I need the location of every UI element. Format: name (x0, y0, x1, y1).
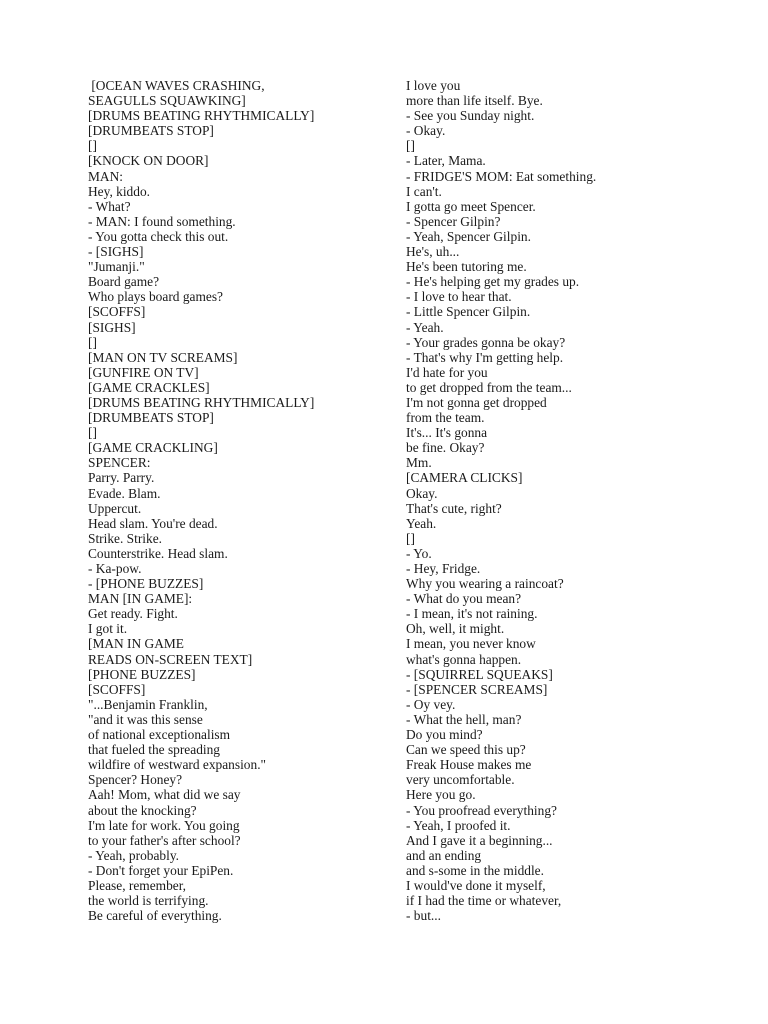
left-column-line: - MAN: I found something. (88, 213, 236, 229)
left-column-line: [SCOFFS] (88, 681, 146, 697)
right-column-line: if I had the time or whatever, (406, 893, 562, 909)
left-column-line: Spencer? Honey? (88, 772, 183, 788)
left-column-line: I'm late for work. You going (88, 817, 240, 833)
right-column-line: - You proofread everything? (406, 802, 557, 818)
right-column-line: - Yeah, I proofed it. (406, 817, 511, 833)
left-column-line: Who plays board games? (88, 289, 223, 305)
right-column-line: - [SQUIRREL SQUEAKS] (406, 666, 553, 682)
right-column-line: I can't. (406, 183, 442, 199)
left-column-line: [MAN ON TV SCREAMS] (88, 349, 238, 365)
left-column-line: "Jumanji." (88, 259, 145, 275)
right-column-line: I love you (406, 78, 461, 93)
right-column-line: - I mean, it's not raining. (406, 606, 538, 622)
left-column-line: Counterstrike. Head slam. (88, 545, 228, 561)
left-column-line: [SIGHS] (88, 319, 136, 335)
right-column-line: - [SPENCER SCREAMS] (406, 681, 548, 697)
left-column-line: I got it. (88, 621, 128, 637)
left-column-line: [GAME CRACKLING] (88, 440, 218, 456)
left-column-line: [DRUMBEATS STOP] (88, 123, 214, 139)
right-column-line: Can we speed this up? (406, 742, 526, 758)
right-column-line: - See you Sunday night. (406, 108, 535, 124)
left-column-line: [GUNFIRE ON TV] (88, 364, 199, 380)
left-column-line: - What? (88, 198, 131, 214)
right-column-line: - What the hell, man? (406, 711, 522, 727)
right-column-line: He's been tutoring me. (406, 259, 527, 275)
left-column-line: Get ready. Fight. (88, 606, 178, 622)
left-column-line: [MAN IN GAME (88, 636, 184, 652)
right-column-line: Here you go. (406, 787, 476, 803)
left-column-line: - Don't forget your EpiPen. (88, 862, 234, 878)
right-column-line: That's cute, right? (406, 500, 502, 516)
right-column-line: - Yeah, Spencer Gilpin. (406, 228, 531, 244)
left-column-line: Strike. Strike. (88, 530, 163, 546)
left-column-line: [DRUMS BEATING RHYTHMICALLY] (88, 108, 315, 124)
right-column-line: - That's why I'm getting help. (406, 349, 564, 365)
right-column-line: [] (406, 530, 415, 546)
right-column-line: - FRIDGE'S MOM: Eat something. (406, 168, 597, 184)
right-column-line: - Yo. (406, 545, 432, 561)
right-column-line: and an ending (406, 847, 482, 863)
right-column-line: It's... It's gonna (406, 425, 488, 441)
right-column-line: I gotta go meet Spencer. (406, 198, 536, 214)
left-column-line: Please, remember, (88, 877, 186, 893)
right-column-line: - but... (406, 908, 441, 924)
right-column-line: Do you mind? (406, 727, 483, 743)
right-column-line: Why you wearing a raincoat? (406, 576, 564, 592)
left-column-line: - [SIGHS] (88, 244, 144, 260)
right-column-line: Okay. (406, 485, 438, 501)
right-column-line: He's, uh... (406, 244, 460, 260)
right-column-line: Mm. (406, 455, 432, 471)
left-column-line: - [PHONE BUZZES] (88, 576, 204, 592)
left-column-line: - Yeah, probably. (88, 847, 179, 863)
left-column-line: MAN [IN GAME]: (88, 591, 193, 607)
left-column-line: [PHONE BUZZES] (88, 666, 196, 682)
right-column-line: - Oy vey. (406, 696, 456, 712)
right-column-line: - What do you mean? (406, 591, 522, 607)
right-column-line: - Your grades gonna be okay? (406, 334, 566, 350)
right-column-line: I mean, you never know (406, 636, 536, 652)
left-column-line: Be careful of everything. (88, 908, 222, 924)
right-column-line: and s-some in the middle. (406, 862, 544, 878)
right-column-line: I would've done it myself, (406, 877, 546, 893)
right-column-line: Yeah. (406, 515, 437, 531)
left-column-line: [KNOCK ON DOOR] (88, 153, 209, 169)
right-column-line: be fine. Okay? (406, 440, 485, 456)
left-column-line: [OCEAN WAVES CRASHING, (88, 78, 265, 93)
left-column-line: Parry. Parry. (88, 470, 155, 486)
right-column-line: more than life itself. Bye. (406, 93, 543, 109)
right-column-line: Oh, well, it might. (406, 621, 505, 637)
right-column-line: - Yeah. (406, 319, 444, 335)
right-column-line: - He's helping get my grades up. (406, 274, 580, 290)
right-column-line: Freak House makes me (406, 757, 532, 773)
right-column-line: - Later, Mama. (406, 153, 486, 169)
left-column-line: to your father's after school? (88, 832, 241, 848)
right-column-line: - Spencer Gilpin? (406, 213, 501, 229)
left-column-line: [GAME CRACKLES] (88, 379, 210, 395)
left-column-line: READS ON-SCREEN TEXT] (88, 651, 253, 667)
right-column-line: I'd hate for you (406, 364, 488, 380)
left-column-line: [] (88, 334, 97, 350)
left-text-column (88, 78, 388, 923)
left-column-line: - Ka-pow. (88, 561, 142, 576)
left-column-line: Uppercut. (88, 500, 142, 516)
left-column-line: that fueled the spreading (88, 742, 220, 758)
right-column-line: - I love to hear that. (406, 289, 512, 305)
right-column-line: very uncomfortable. (406, 772, 515, 788)
left-column-line: [DRUMS BEATING RHYTHMICALLY] (88, 394, 315, 410)
right-column-line: And I gave it a beginning... (406, 832, 553, 848)
left-column-line: Board game? (88, 274, 160, 290)
right-column-line: - Little Spencer Gilpin. (406, 304, 531, 320)
left-column-line: SPENCER: (88, 455, 151, 471)
left-column-line: Aah! Mom, what did we say (88, 787, 241, 803)
left-column-line: "and it was this sense (88, 711, 203, 727)
right-column-line: to get dropped from the team... (406, 379, 572, 395)
right-column-line: [CAMERA CLICKS] (406, 470, 523, 486)
left-column-line: [SCOFFS] (88, 304, 146, 320)
right-column-line: from the team. (406, 410, 485, 426)
left-column-line: [] (88, 425, 97, 441)
right-column-line: - Okay. (406, 123, 446, 139)
left-column-line: - You gotta check this out. (88, 228, 229, 244)
left-column-line: of national exceptionalism (88, 727, 231, 743)
left-column-line: Evade. Blam. (88, 485, 161, 501)
right-column-line: what's gonna happen. (406, 651, 522, 667)
left-column-line: Hey, kiddo. (88, 183, 150, 199)
left-column-line: Head slam. You're dead. (88, 515, 218, 531)
left-column-line: [] (88, 138, 97, 154)
left-column-line: wildfire of westward expansion." (88, 757, 267, 773)
left-column-line: [DRUMBEATS STOP] (88, 410, 214, 426)
left-column-line: MAN: (88, 168, 123, 184)
left-column-line: SEAGULLS SQUAWKING] (88, 93, 246, 109)
right-column-line: I'm not gonna get dropped (406, 394, 547, 410)
right-column-line: - Hey, Fridge. (406, 561, 481, 576)
left-column-line: "...Benjamin Franklin, (88, 696, 208, 712)
right-text-column (406, 78, 706, 923)
left-column-line: about the knocking? (88, 802, 197, 818)
right-column-line: [] (406, 138, 415, 154)
left-column-line: the world is terrifying. (88, 893, 209, 909)
